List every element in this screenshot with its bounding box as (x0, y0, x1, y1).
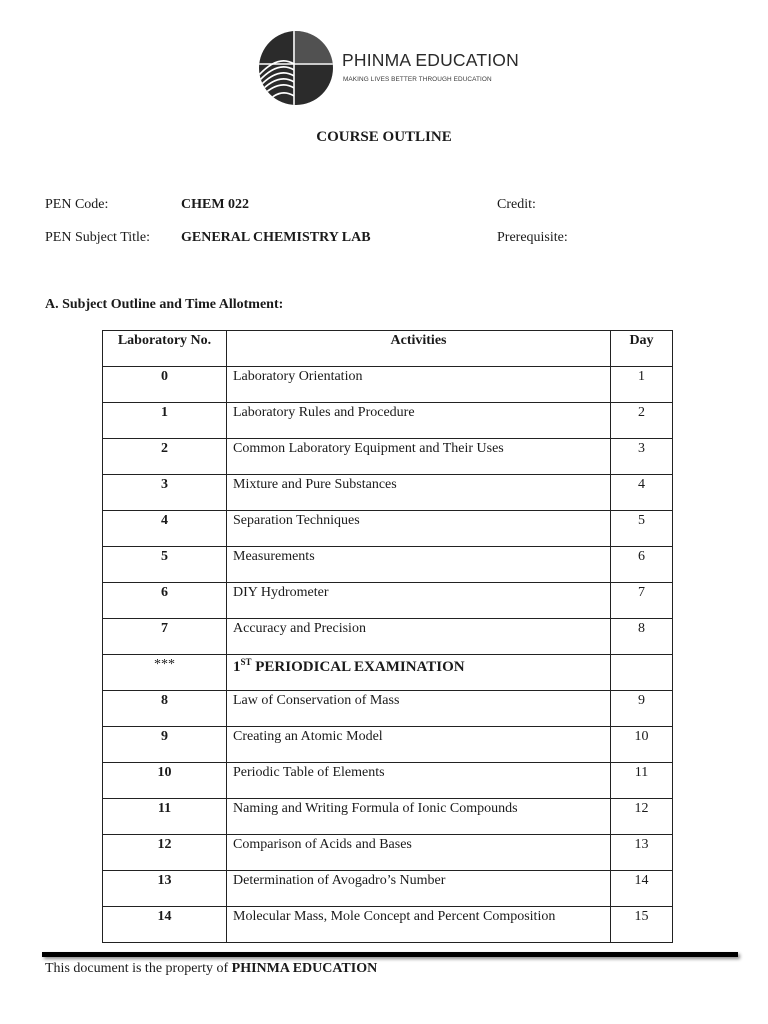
table-row (103, 547, 673, 583)
day: 2 (611, 403, 673, 439)
activity: Accuracy and Precision (227, 619, 611, 655)
activity: Mixture and Pure Substances (227, 475, 611, 511)
activity: Comparison of Acids and Bases (227, 835, 611, 871)
day: 9 (611, 691, 673, 727)
activity: Determination of Avogadro’s Number (227, 871, 611, 907)
column-header-laboratory-no: Laboratory No. (103, 331, 227, 367)
pen-code-value: CHEM 022 (181, 197, 250, 212)
footer-company: PHINMA EDUCATION (231, 961, 378, 976)
activity: Laboratory Rules and Procedure (227, 403, 611, 439)
table-row (103, 439, 673, 475)
table-row (103, 691, 673, 727)
column-header-activities: Activities (227, 331, 611, 367)
table-row (103, 619, 673, 655)
logo-tagline: MAKING LIVES BETTER THROUGH EDUCATION (343, 76, 492, 83)
document-title: COURSE OUTLINE (316, 129, 452, 145)
table-row (103, 871, 673, 907)
exam-ordinal-suffix: ST (240, 657, 252, 667)
activity: Common Laboratory Equipment and Their Uses (227, 439, 611, 475)
activity: DIY Hydrometer (227, 583, 611, 619)
lab-number: 5 (103, 547, 227, 583)
table-row (103, 763, 673, 799)
day: 3 (611, 439, 673, 475)
subject-outline-table (102, 330, 673, 943)
activity: Law of Conservation of Mass (227, 691, 611, 727)
table-row (103, 367, 673, 403)
credit-label: Credit: (497, 197, 536, 212)
table-row (103, 799, 673, 835)
pen-code-label: PEN Code: (45, 197, 109, 212)
lab-number: 7 (103, 619, 227, 655)
lab-number: 6 (103, 583, 227, 619)
day (611, 655, 673, 691)
exam-title-text: PERIODICAL EXAMINATION (251, 659, 465, 675)
table-header-row (103, 331, 673, 367)
activity: Separation Techniques (227, 511, 611, 547)
lab-number: 2 (103, 439, 227, 475)
table-row (103, 907, 673, 943)
exam-ordinal: 1 (233, 659, 241, 675)
lab-number: 12 (103, 835, 227, 871)
lab-number: 0 (103, 367, 227, 403)
phinma-emblem-icon (258, 24, 336, 112)
lab-number: 10 (103, 763, 227, 799)
footer-divider (42, 952, 738, 957)
subject-title-value: GENERAL CHEMISTRY LAB (181, 230, 371, 245)
activity: Molecular Mass, Mole Concept and Percent Composition (227, 907, 611, 943)
day: 15 (611, 907, 673, 943)
activity: Laboratory Orientation (227, 367, 611, 403)
lab-number: 14 (103, 907, 227, 943)
phinma-logo (258, 24, 519, 114)
table-row (103, 511, 673, 547)
table-row (103, 583, 673, 619)
column-header-day: Day (611, 331, 673, 367)
day: 6 (611, 547, 673, 583)
day: 7 (611, 583, 673, 619)
activity: Naming and Writing Formula of Ionic Compounds (227, 799, 611, 835)
table-row (103, 475, 673, 511)
day: 14 (611, 871, 673, 907)
activity: Periodic Table of Elements (227, 763, 611, 799)
footer-note (45, 961, 377, 977)
activity: Creating an Atomic Model (227, 727, 611, 763)
day: 11 (611, 763, 673, 799)
day: 10 (611, 727, 673, 763)
lab-number: 4 (103, 511, 227, 547)
prerequisite-label: Prerequisite: (497, 230, 568, 245)
table-row (103, 835, 673, 871)
day: 5 (611, 511, 673, 547)
footer-text: This document is the property of (45, 961, 232, 976)
day: 12 (611, 799, 673, 835)
subject-title-label: PEN Subject Title: (45, 230, 151, 245)
day: 8 (611, 619, 673, 655)
day: 4 (611, 475, 673, 511)
lab-number: 9 (103, 727, 227, 763)
lab-number: 3 (103, 475, 227, 511)
exam-title (227, 655, 611, 691)
activity: Measurements (227, 547, 611, 583)
exam-row (103, 655, 673, 691)
lab-number: 1 (103, 403, 227, 439)
day: 13 (611, 835, 673, 871)
exam-marker: *** (103, 655, 227, 691)
lab-number: 8 (103, 691, 227, 727)
lab-number: 11 (103, 799, 227, 835)
logo-wordmark: PHINMA EDUCATION (342, 50, 519, 70)
lab-number: 13 (103, 871, 227, 907)
table-row (103, 727, 673, 763)
section-heading: A. Subject Outline and Time Allotment: (45, 297, 284, 312)
day: 1 (611, 367, 673, 403)
table-row (103, 403, 673, 439)
